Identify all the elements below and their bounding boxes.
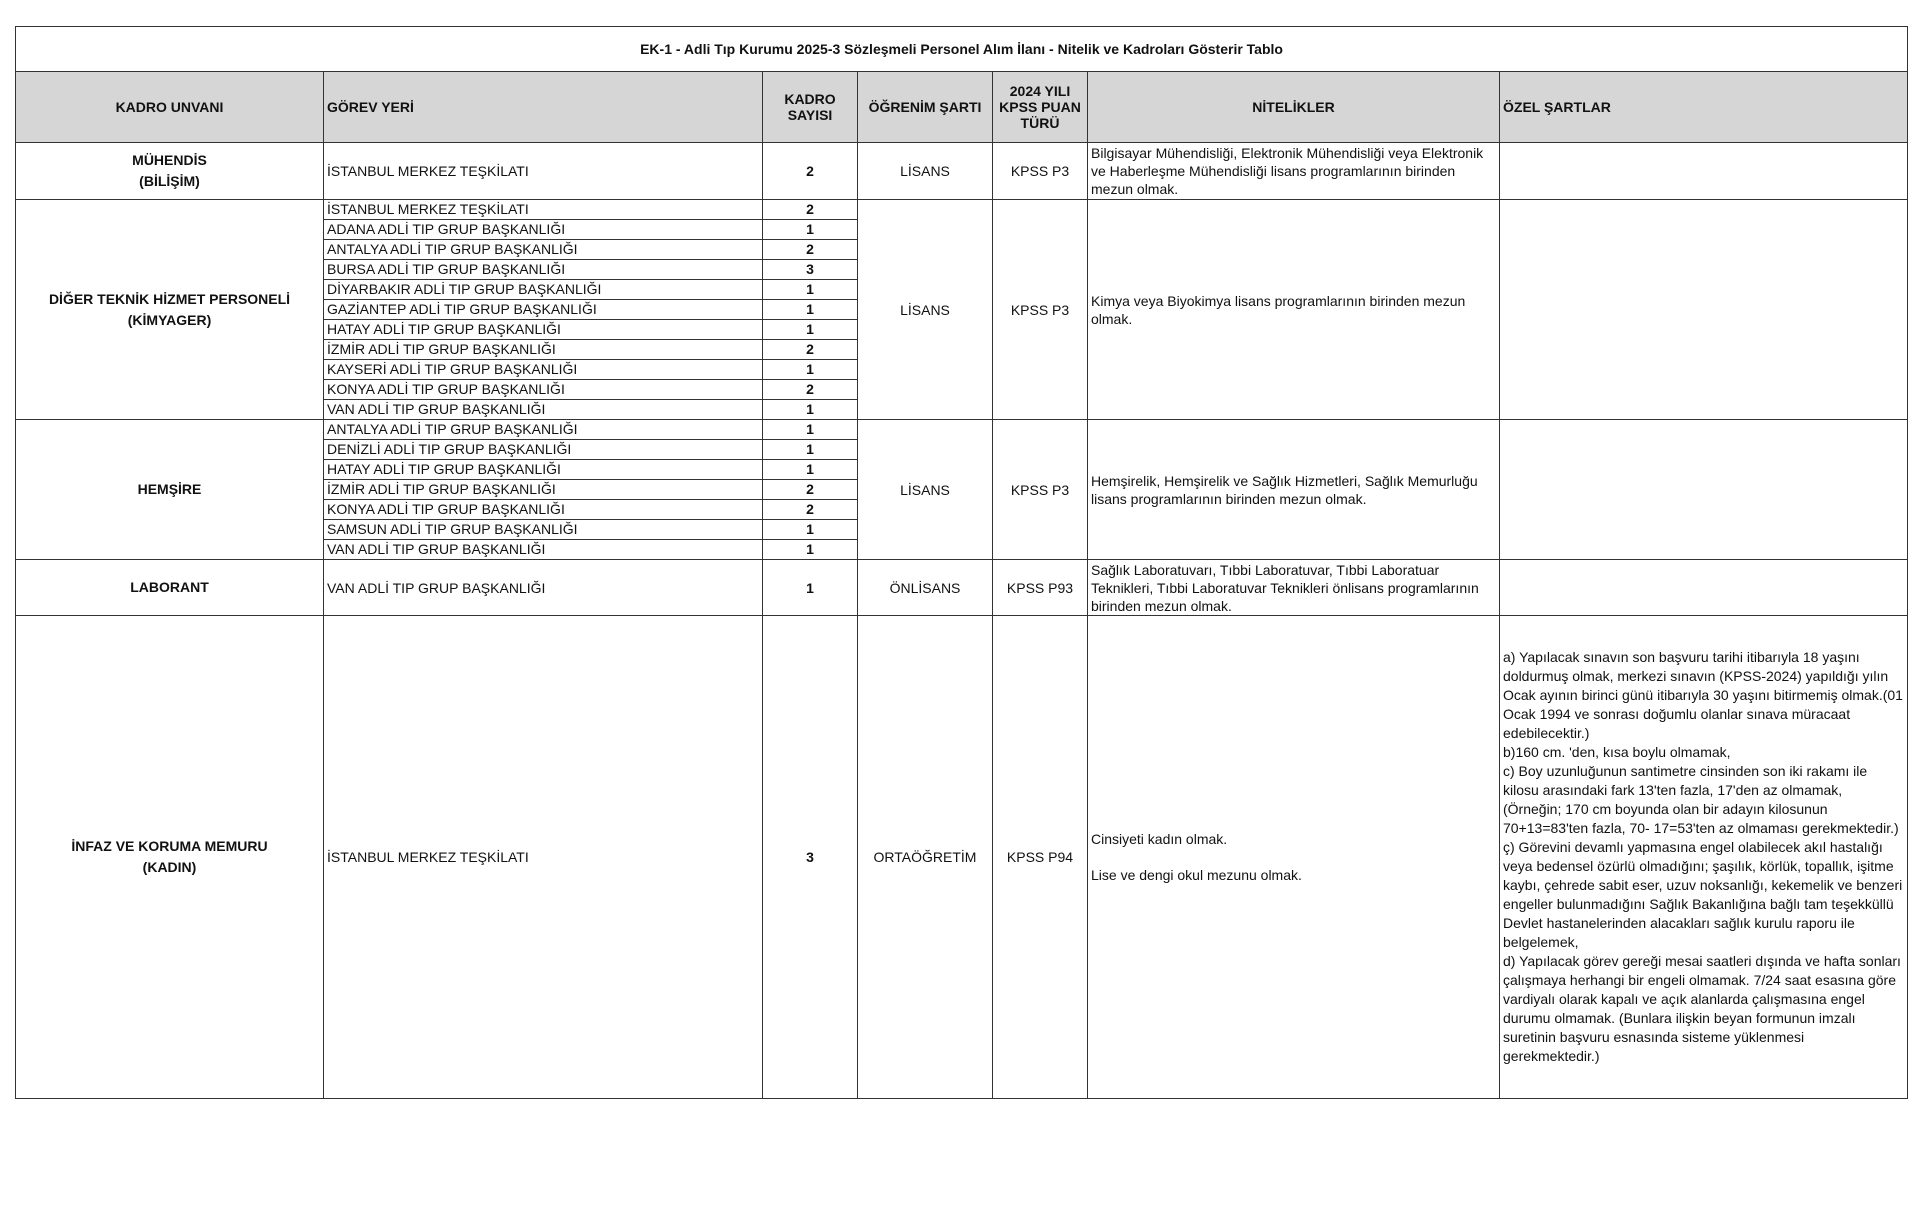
gorev-yeri: HATAY ADLİ TIP GRUP BAŞKANLIĞI	[324, 320, 763, 340]
kadro-sayisi: 1	[763, 420, 858, 440]
kadro-sayisi: 1	[763, 360, 858, 380]
kadro-sayisi: 1	[763, 440, 858, 460]
kadro-sayisi: 1	[763, 300, 858, 320]
gorev-yeri: ANTALYA ADLİ TIP GRUP BAŞKANLIĞI	[324, 240, 763, 260]
table-row	[16, 420, 1908, 440]
kadro-unvani: MÜHENDİS (BİLİŞİM)	[16, 143, 324, 200]
gorev-yeri: BURSA ADLİ TIP GRUP BAŞKANLIĞI	[324, 260, 763, 280]
gorev-yeri: GAZİANTEP ADLİ TIP GRUP BAŞKANLIĞI	[324, 300, 763, 320]
nitelikler: Cinsiyeti kadın olmak. Lise ve dengi okul mezunu olmak.	[1088, 616, 1500, 1099]
ozel-sartlar	[1500, 420, 1908, 560]
header-kadro-sayisi: KADRO SAYISI	[763, 72, 858, 143]
header-ogrenim-sarti: ÖĞRENİM ŞARTI	[858, 72, 993, 143]
gorev-yeri: VAN ADLİ TIP GRUP BAŞKANLIĞI	[324, 400, 763, 420]
gorev-yeri: KONYA ADLİ TIP GRUP BAŞKANLIĞI	[324, 380, 763, 400]
kadro-unvani: DİĞER TEKNİK HİZMET PERSONELİ (KİMYAGER)	[16, 200, 324, 420]
header-kadro-unvani: KADRO UNVANI	[16, 72, 324, 143]
nitelikler: Hemşirelik, Hemşirelik ve Sağlık Hizmetleri, Sağlık Memurluğu lisans programlarının birinden mezun olmak.	[1088, 420, 1500, 560]
kpss-puan-turu: KPSS P3	[993, 200, 1088, 420]
title-row	[16, 27, 1908, 72]
ozel-sartlar	[1500, 143, 1908, 200]
kadro-sayisi: 2	[763, 200, 858, 220]
gorev-yeri: SAMSUN ADLİ TIP GRUP BAŞKANLIĞI	[324, 520, 763, 540]
kadro-sayisi: 1	[763, 400, 858, 420]
gorev-yeri: DİYARBAKIR ADLİ TIP GRUP BAŞKANLIĞI	[324, 280, 763, 300]
gorev-yeri: İSTANBUL MERKEZ TEŞKİLATI	[324, 200, 763, 220]
gorev-yeri: VAN ADLİ TIP GRUP BAŞKANLIĞI	[324, 560, 763, 616]
header-nitelikler: NİTELİKLER	[1088, 72, 1500, 143]
ogrenim-sarti: LİSANS	[858, 420, 993, 560]
gorev-yeri: İZMİR ADLİ TIP GRUP BAŞKANLIĞI	[324, 340, 763, 360]
gorev-yeri: HATAY ADLİ TIP GRUP BAŞKANLIĞI	[324, 460, 763, 480]
kadro-sayisi: 1	[763, 560, 858, 616]
gorev-yeri: ADANA ADLİ TIP GRUP BAŞKANLIĞI	[324, 220, 763, 240]
kpss-puan-turu: KPSS P94	[993, 616, 1088, 1099]
kpss-puan-turu: KPSS P3	[993, 143, 1088, 200]
header-gorev-yeri: GÖREV YERİ	[324, 72, 763, 143]
kadro-sayisi: 1	[763, 320, 858, 340]
nitelikler: Bilgisayar Mühendisliği, Elektronik Mühendisliği veya Elektronik ve Haberleşme Mühendisliği lisans programlarının birinden mezun olmak.	[1088, 143, 1500, 200]
table-title: EK-1 - Adli Tıp Kurumu 2025-3 Sözleşmeli Personel Alım İlanı - Nitelik ve Kadroları Gösterir Tablo	[16, 27, 1908, 72]
gorev-yeri: KONYA ADLİ TIP GRUP BAŞKANLIĞI	[324, 500, 763, 520]
kadro-sayisi: 2	[763, 240, 858, 260]
ozel-sartlar: a) Yapılacak sınavın son başvuru tarihi itibarıyla 18 yaşını doldurmuş olmak, merkezi sınavın (KPSS-2024) yapıldığı yılın Ocak ayının birinci günü itibarıyla 30 yaşını bitirmemiş olmak.(01 Ocak 1994 ve sonrası doğumlu olanlar sınava müracaat edebilecektir.) b)160 cm. 'den, kısa boylu olmamak, c) Boy uzunluğunun santimetre cinsinden son iki rakamı ile kilosu arasındaki fark 13'ten fazla, 17'den az olmamak, (Örneğin; 170 cm boyunda olan bir adayın kilosunun 70+13=83'ten fazla, 70- 17=53'ten az olmaması gerekmektedir.) ç) Görevini devamlı yapmasına engel olabilecek akıl hastalığı veya bedensel özürlü olmadığını; şaşılık, körlük, topallık, işitme kaybı, çehrede sabit eser, uzuv noksanlığı, kekemelik ve benzeri engeller bulunmadığını Sağlık Bakanlığına bağlı tam teşekküllü Devlet hastanelerinden alacakları sağlık kurulu raporu ile belgelemek, d) Yapılacak görev gereği mesai saatleri dışında ve hafta sonları çalışmaya herhangi bir engeli olmamak. 7/24 saat esasına göre vardiyalı olarak kapalı ve açık alanlarda çalışmasına engel durumu olmamak. (Bunlara ilişkin beyan formunun imzalı suretinin başvuru esnasında sisteme yüklenmesi gerekmektedir.)	[1500, 616, 1908, 1099]
ozel-sartlar	[1500, 200, 1908, 420]
kadro-unvani: HEMŞİRE	[16, 420, 324, 560]
table-row	[16, 560, 1908, 616]
gorev-yeri: KAYSERİ ADLİ TIP GRUP BAŞKANLIĞI	[324, 360, 763, 380]
kadro-sayisi: 1	[763, 540, 858, 560]
kadro-sayisi: 1	[763, 520, 858, 540]
kpss-puan-turu: KPSS P3	[993, 420, 1088, 560]
kadro-sayisi: 3	[763, 616, 858, 1099]
kadro-sayisi: 1	[763, 220, 858, 240]
ogrenim-sarti: ÖNLİSANS	[858, 560, 993, 616]
gorev-yeri: İSTANBUL MERKEZ TEŞKİLATI	[324, 143, 763, 200]
table-row	[16, 143, 1908, 200]
kpss-puan-turu: KPSS P93	[993, 560, 1088, 616]
table-row	[16, 200, 1908, 220]
ozel-sartlar	[1500, 560, 1908, 616]
kadro-unvani: LABORANT	[16, 560, 324, 616]
table-row	[16, 616, 1908, 1099]
kadro-unvani: İNFAZ VE KORUMA MEMURU (KADIN)	[16, 616, 324, 1099]
kadro-sayisi: 2	[763, 143, 858, 200]
gorev-yeri: VAN ADLİ TIP GRUP BAŞKANLIĞI	[324, 540, 763, 560]
kadro-sayisi: 1	[763, 460, 858, 480]
nitelikler: Sağlık Laboratuvarı, Tıbbi Laboratuvar, Tıbbi Laboratuar Teknikleri, Tıbbi Laboratuvar Teknikleri önlisans programlarının birinden mezun olmak.	[1088, 560, 1500, 616]
ogrenim-sarti: ORTAÖĞRETİM	[858, 616, 993, 1099]
gorev-yeri: İZMİR ADLİ TIP GRUP BAŞKANLIĞI	[324, 480, 763, 500]
ogrenim-sarti: LİSANS	[858, 200, 993, 420]
kadro-sayisi: 2	[763, 500, 858, 520]
kadro-sayisi: 2	[763, 480, 858, 500]
positions-table	[15, 26, 1908, 1099]
header-row	[16, 72, 1908, 143]
gorev-yeri: DENİZLİ ADLİ TIP GRUP BAŞKANLIĞI	[324, 440, 763, 460]
kadro-sayisi: 2	[763, 340, 858, 360]
gorev-yeri: İSTANBUL MERKEZ TEŞKİLATI	[324, 616, 763, 1099]
nitelikler: Kimya veya Biyokimya lisans programlarının birinden mezun olmak.	[1088, 200, 1500, 420]
kadro-sayisi: 1	[763, 280, 858, 300]
header-ozel-sartlar: ÖZEL ŞARTLAR	[1500, 72, 1908, 143]
ogrenim-sarti: LİSANS	[858, 143, 993, 200]
header-kpss: 2024 YILI KPSS PUAN TÜRÜ	[993, 72, 1088, 143]
kadro-sayisi: 3	[763, 260, 858, 280]
gorev-yeri: ANTALYA ADLİ TIP GRUP BAŞKANLIĞI	[324, 420, 763, 440]
kadro-sayisi: 2	[763, 380, 858, 400]
